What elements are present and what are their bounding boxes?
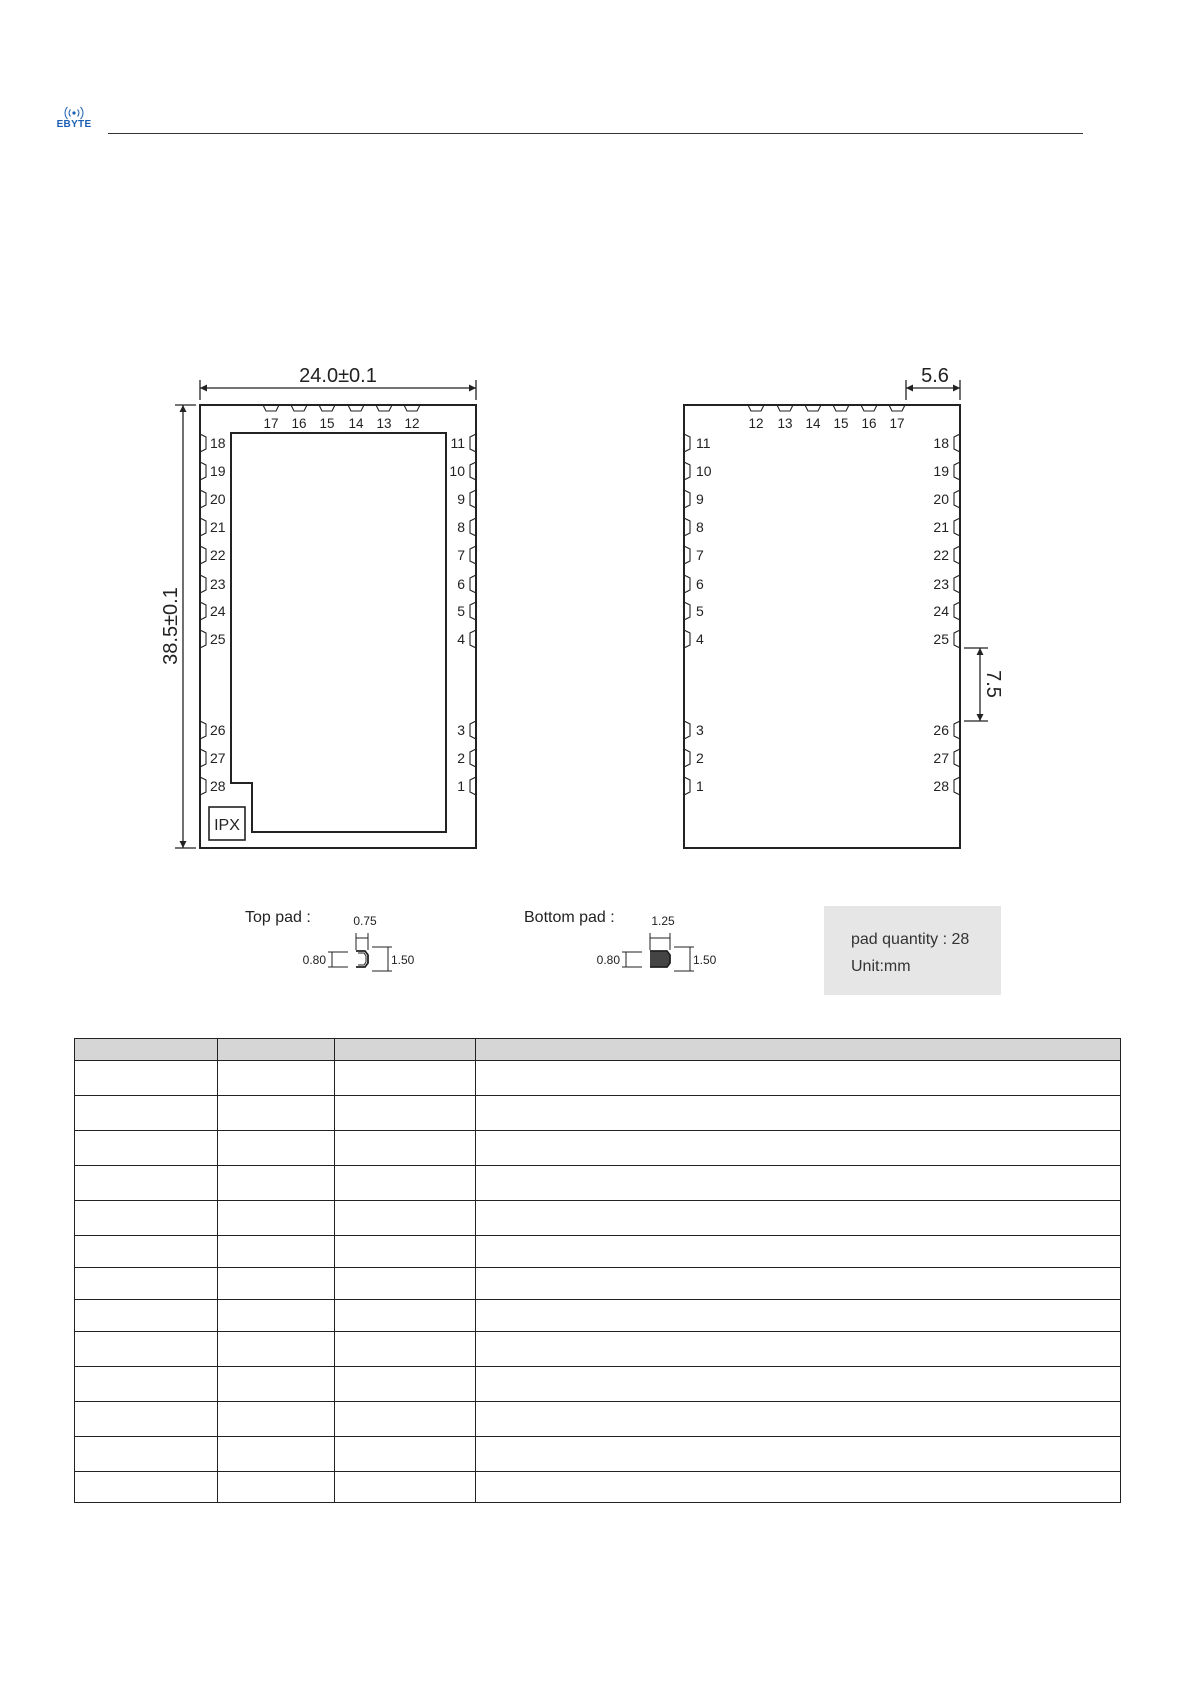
table-cell — [476, 1096, 1121, 1131]
table-cell — [218, 1201, 335, 1236]
info-box — [824, 906, 1001, 995]
table-cell — [335, 1332, 476, 1367]
pad-width-label: 1.25 — [651, 914, 675, 928]
pad-shape — [358, 953, 366, 965]
pin-label: 7 — [457, 547, 465, 563]
table-cell — [335, 1166, 476, 1201]
pin-label: 18 — [933, 435, 949, 451]
table-cell — [75, 1300, 218, 1332]
dimension-arrow — [469, 385, 476, 392]
pin-label: 3 — [696, 722, 704, 738]
table-row — [75, 1131, 1121, 1166]
table-cell — [218, 1061, 335, 1096]
pin-label: 2 — [696, 750, 704, 766]
table-cell — [75, 1332, 218, 1367]
table-header-cell — [335, 1039, 476, 1061]
pin-label: 1 — [696, 778, 704, 794]
dimension-arrow — [906, 385, 913, 392]
pin-label: 15 — [833, 416, 849, 431]
pin-label: 23 — [933, 576, 949, 592]
pin-label: 2 — [457, 750, 465, 766]
pad-length-label: 1.50 — [391, 953, 415, 967]
table-header-row — [75, 1039, 1121, 1061]
table-row — [75, 1472, 1121, 1503]
table-cell — [476, 1166, 1121, 1201]
table-row — [75, 1402, 1121, 1437]
table-cell — [476, 1268, 1121, 1300]
table-cell — [335, 1131, 476, 1166]
pin-label: 24 — [933, 603, 949, 619]
table-cell — [476, 1236, 1121, 1268]
table-cell — [476, 1437, 1121, 1472]
table-cell — [335, 1201, 476, 1236]
table-cell — [75, 1131, 218, 1166]
pin-table — [74, 1038, 1121, 1503]
pin-label: 12 — [748, 416, 764, 431]
pin-label: 18 — [210, 435, 226, 451]
gap-dimension: 7.5 — [982, 670, 1004, 698]
table-cell — [75, 1268, 218, 1300]
pin-label: 16 — [861, 416, 877, 431]
pad-side-label: 0.80 — [596, 953, 620, 967]
table-cell — [218, 1402, 335, 1437]
pin-label: 17 — [263, 416, 279, 431]
pin-label: 10 — [449, 463, 465, 479]
pin-label: 28 — [210, 778, 226, 794]
table-cell — [218, 1236, 335, 1268]
table-cell — [476, 1131, 1121, 1166]
pin-label: 20 — [210, 491, 226, 507]
pin-label: 22 — [210, 547, 226, 563]
pad-side-label: 0.80 — [302, 953, 326, 967]
pad-detail-label: Top pad : — [245, 909, 311, 926]
pin-label: 8 — [457, 519, 465, 535]
table-cell — [476, 1402, 1121, 1437]
height-dimension: 38.5±0.1 — [160, 587, 182, 665]
table-cell — [335, 1061, 476, 1096]
pin-label: 8 — [696, 519, 704, 535]
table-row — [75, 1367, 1121, 1402]
table-cell — [476, 1332, 1121, 1367]
table-cell — [335, 1402, 476, 1437]
pin-label: 24 — [210, 603, 226, 619]
table-row — [75, 1437, 1121, 1472]
table-cell — [335, 1268, 476, 1300]
pin-label: 10 — [696, 463, 712, 479]
ipx-label: IPX — [214, 817, 240, 834]
table-row — [75, 1096, 1121, 1131]
table-row — [75, 1236, 1121, 1268]
pin-label: 6 — [457, 576, 465, 592]
table-cell — [75, 1061, 218, 1096]
pad-shape — [650, 951, 670, 967]
pin-label: 1 — [457, 778, 465, 794]
pin-label: 17 — [889, 416, 905, 431]
pin-label: 27 — [210, 750, 226, 766]
pin-label: 9 — [696, 491, 704, 507]
pin-label: 4 — [457, 631, 465, 647]
pin-label: 21 — [210, 519, 226, 535]
pin-label: 23 — [210, 576, 226, 592]
pad-width-label: 0.75 — [353, 914, 377, 928]
pad-length-label: 1.50 — [693, 953, 717, 967]
pin-label: 5 — [457, 603, 465, 619]
pin-label: 27 — [933, 750, 949, 766]
table-cell — [218, 1166, 335, 1201]
pin-label: 19 — [933, 463, 949, 479]
pin-label: 28 — [933, 778, 949, 794]
table-row — [75, 1061, 1121, 1096]
shield-outline — [231, 433, 446, 832]
pin-label: 25 — [933, 631, 949, 647]
pin-label: 13 — [376, 416, 392, 431]
width-dimension: 24.0±0.1 — [299, 365, 377, 387]
pin-label: 11 — [696, 435, 711, 451]
module-outline-top-view — [200, 405, 476, 848]
dimension-arrow — [180, 841, 187, 848]
table-cell — [218, 1300, 335, 1332]
pad-detail-label: Bottom pad : — [524, 909, 615, 926]
table-row — [75, 1300, 1121, 1332]
unit-text: Unit:mm — [851, 958, 911, 975]
pin-label: 14 — [805, 416, 821, 431]
table-cell — [75, 1402, 218, 1437]
table-cell — [476, 1300, 1121, 1332]
dimension-arrow — [977, 714, 984, 721]
pin-label: 7 — [696, 547, 704, 563]
table-row — [75, 1201, 1121, 1236]
pin-label: 26 — [933, 722, 949, 738]
table-cell — [218, 1472, 335, 1503]
table-cell — [476, 1472, 1121, 1503]
table-header-cell — [218, 1039, 335, 1061]
table-cell — [335, 1367, 476, 1402]
pin-label: 26 — [210, 722, 226, 738]
logo-text: EBYTE — [56, 119, 92, 130]
pin-label: 22 — [933, 547, 949, 563]
pin-label: 19 — [210, 463, 226, 479]
table-cell — [335, 1300, 476, 1332]
pin-label: 15 — [319, 416, 335, 431]
table-cell — [218, 1096, 335, 1131]
table-cell — [476, 1367, 1121, 1402]
table-cell — [75, 1096, 218, 1131]
table-row — [75, 1268, 1121, 1300]
pin-label: 3 — [457, 722, 465, 738]
dimension-arrow — [200, 385, 207, 392]
table-cell — [335, 1096, 476, 1131]
table-cell — [335, 1437, 476, 1472]
table-cell — [75, 1166, 218, 1201]
pin-label: 21 — [933, 519, 949, 535]
pin-label: 9 — [457, 491, 465, 507]
pin-label: 5 — [696, 603, 704, 619]
pin-label: 11 — [450, 435, 465, 451]
table-cell — [75, 1236, 218, 1268]
table-header-cell — [476, 1039, 1121, 1061]
module-outline-bottom-view — [684, 405, 960, 848]
table-cell — [218, 1367, 335, 1402]
table-row — [75, 1166, 1121, 1201]
pin-label: 20 — [933, 491, 949, 507]
pin-label: 6 — [696, 576, 704, 592]
pin-label: 13 — [777, 416, 793, 431]
table-cell — [75, 1201, 218, 1236]
table-cell — [75, 1472, 218, 1503]
table-cell — [75, 1367, 218, 1402]
table-cell — [476, 1201, 1121, 1236]
table-header-cell — [75, 1039, 218, 1061]
table-cell — [75, 1437, 218, 1472]
pin-label: 12 — [404, 416, 420, 431]
dimension-arrow — [977, 648, 984, 655]
dimension-arrow — [953, 385, 960, 392]
table-row — [75, 1332, 1121, 1367]
pin-label: 25 — [210, 631, 226, 647]
offset-dimension: 5.6 — [921, 365, 949, 387]
table-cell — [335, 1236, 476, 1268]
pin-label: 16 — [291, 416, 307, 431]
table-cell — [335, 1472, 476, 1503]
table-cell — [218, 1332, 335, 1367]
table-cell — [218, 1268, 335, 1300]
pin-label: 4 — [696, 631, 704, 647]
table-cell — [218, 1437, 335, 1472]
pad-quantity-text: pad quantity : 28 — [851, 931, 970, 948]
pin-label: 14 — [348, 416, 364, 431]
dimension-arrow — [180, 405, 187, 412]
table-cell — [218, 1131, 335, 1166]
table-cell — [476, 1061, 1121, 1096]
